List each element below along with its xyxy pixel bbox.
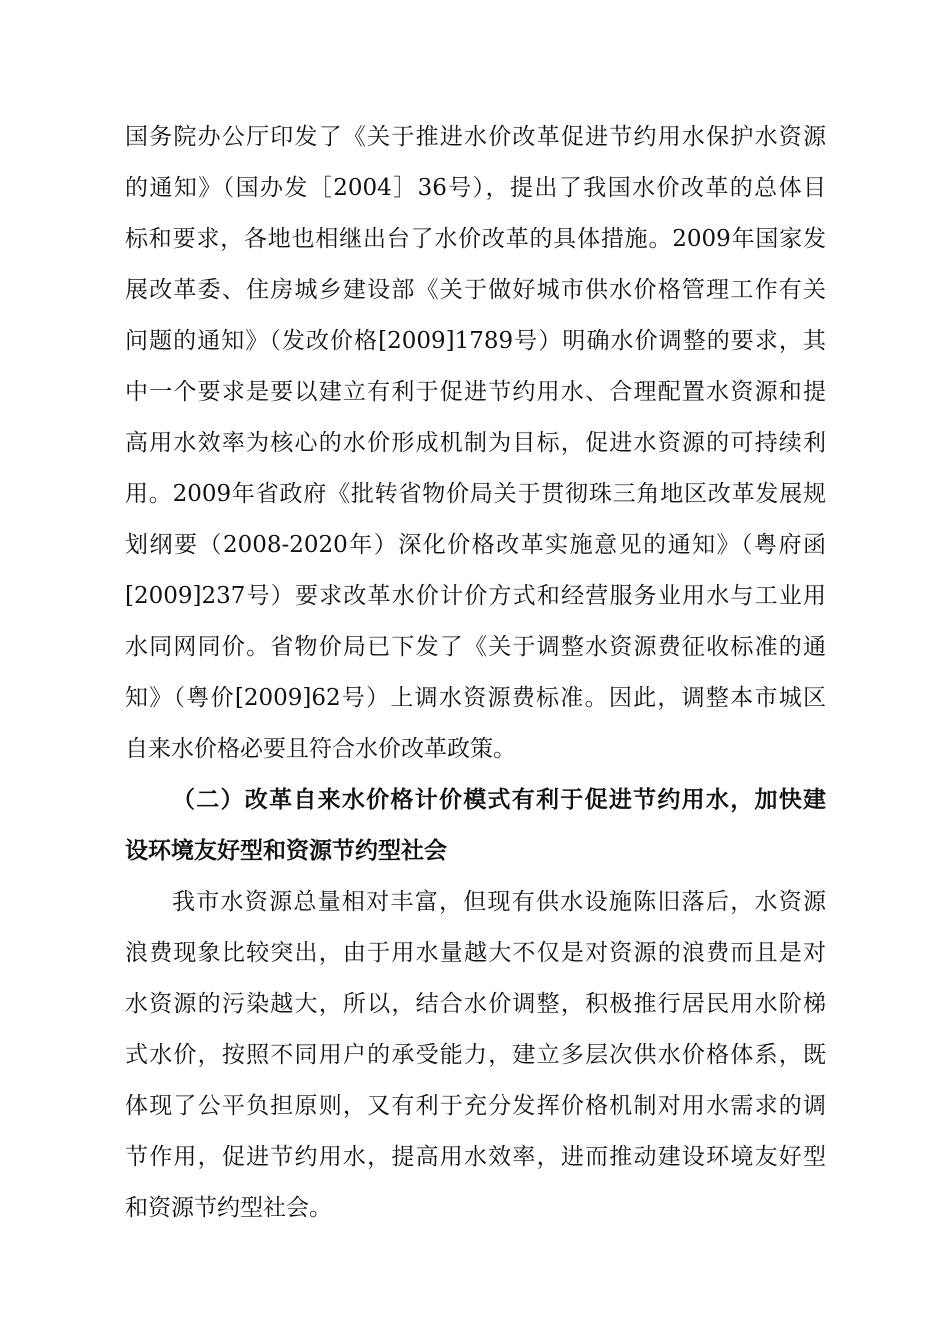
section-heading: （二）改革自来水价格计价模式有利于促进节约用水，加快建 (172, 786, 826, 813)
paragraph-line: 中一个要求是要以建立有利于促进节约用水、合理配置水资源和提 (125, 379, 826, 405)
paragraph-line: 标和要求，各地也相继出台了水价改革的具体措施。2009年国家发 (125, 226, 826, 252)
paragraph-line: 式水价，按照不同用户的承受能力，建立多层次供水价格体系，既 (125, 1042, 826, 1068)
paragraph-line: 水资源的污染越大，所以，结合水价调整，积极推行居民用水阶梯 (125, 991, 826, 1017)
paragraph-line: 自来水价格必要且符合水价改革政策。 (125, 736, 516, 762)
paragraph-line: 高用水效率为核心的水价形成机制为目标，促进水资源的可持续利 (125, 430, 826, 456)
paragraph-line: 浪费现象比较突出，由于用水量越大不仅是对资源的浪费而且是对 (125, 940, 826, 966)
paragraph-line: 展改革委、住房城乡建设部《关于做好城市供水价格管理工作有关 (125, 277, 826, 303)
paragraph-line: 我市水资源总量相对丰富，但现有供水设施陈旧落后，水资源 (172, 889, 826, 915)
paragraph-line: 国务院办公厅印发了《关于推进水价改革促进节约用水保护水资源 (125, 124, 826, 150)
paragraph-line: [2009]237号）要求改革水价计价方式和经营服务业用水与工业用 (125, 583, 826, 609)
paragraph-line: 划纲要（2008-2020年）深化价格改革实施意见的通知》（粤府函 (125, 532, 826, 558)
section-heading: 设环境友好型和资源节约型社会 (125, 837, 447, 864)
paragraph-line: 水同网同价。省物价局已下发了《关于调整水资源费征收标准的通 (125, 634, 826, 660)
paragraph-line: 节作用，促进节约用水，提高用水效率，进而推动建设环境友好型 (125, 1144, 826, 1170)
paragraph-line: 问题的通知》（发改价格[2009]1789号）明确水价调整的要求，其 (125, 328, 826, 354)
paragraph-line: 用。2009年省政府《批转省物价局关于贯彻珠三角地区改革发展规 (125, 481, 826, 507)
paragraph-line: 知》（粤价[2009]62号）上调水资源费标准。因此，调整本市城区 (125, 685, 826, 711)
paragraph-line: 和资源节约型社会。 (125, 1195, 332, 1221)
paragraph-line: 体现了公平负担原则，又有利于充分发挥价格机制对用水需求的调 (125, 1093, 826, 1119)
paragraph-line: 的通知》（国办发［2004］36号），提出了我国水价改革的总体目 (125, 175, 826, 201)
